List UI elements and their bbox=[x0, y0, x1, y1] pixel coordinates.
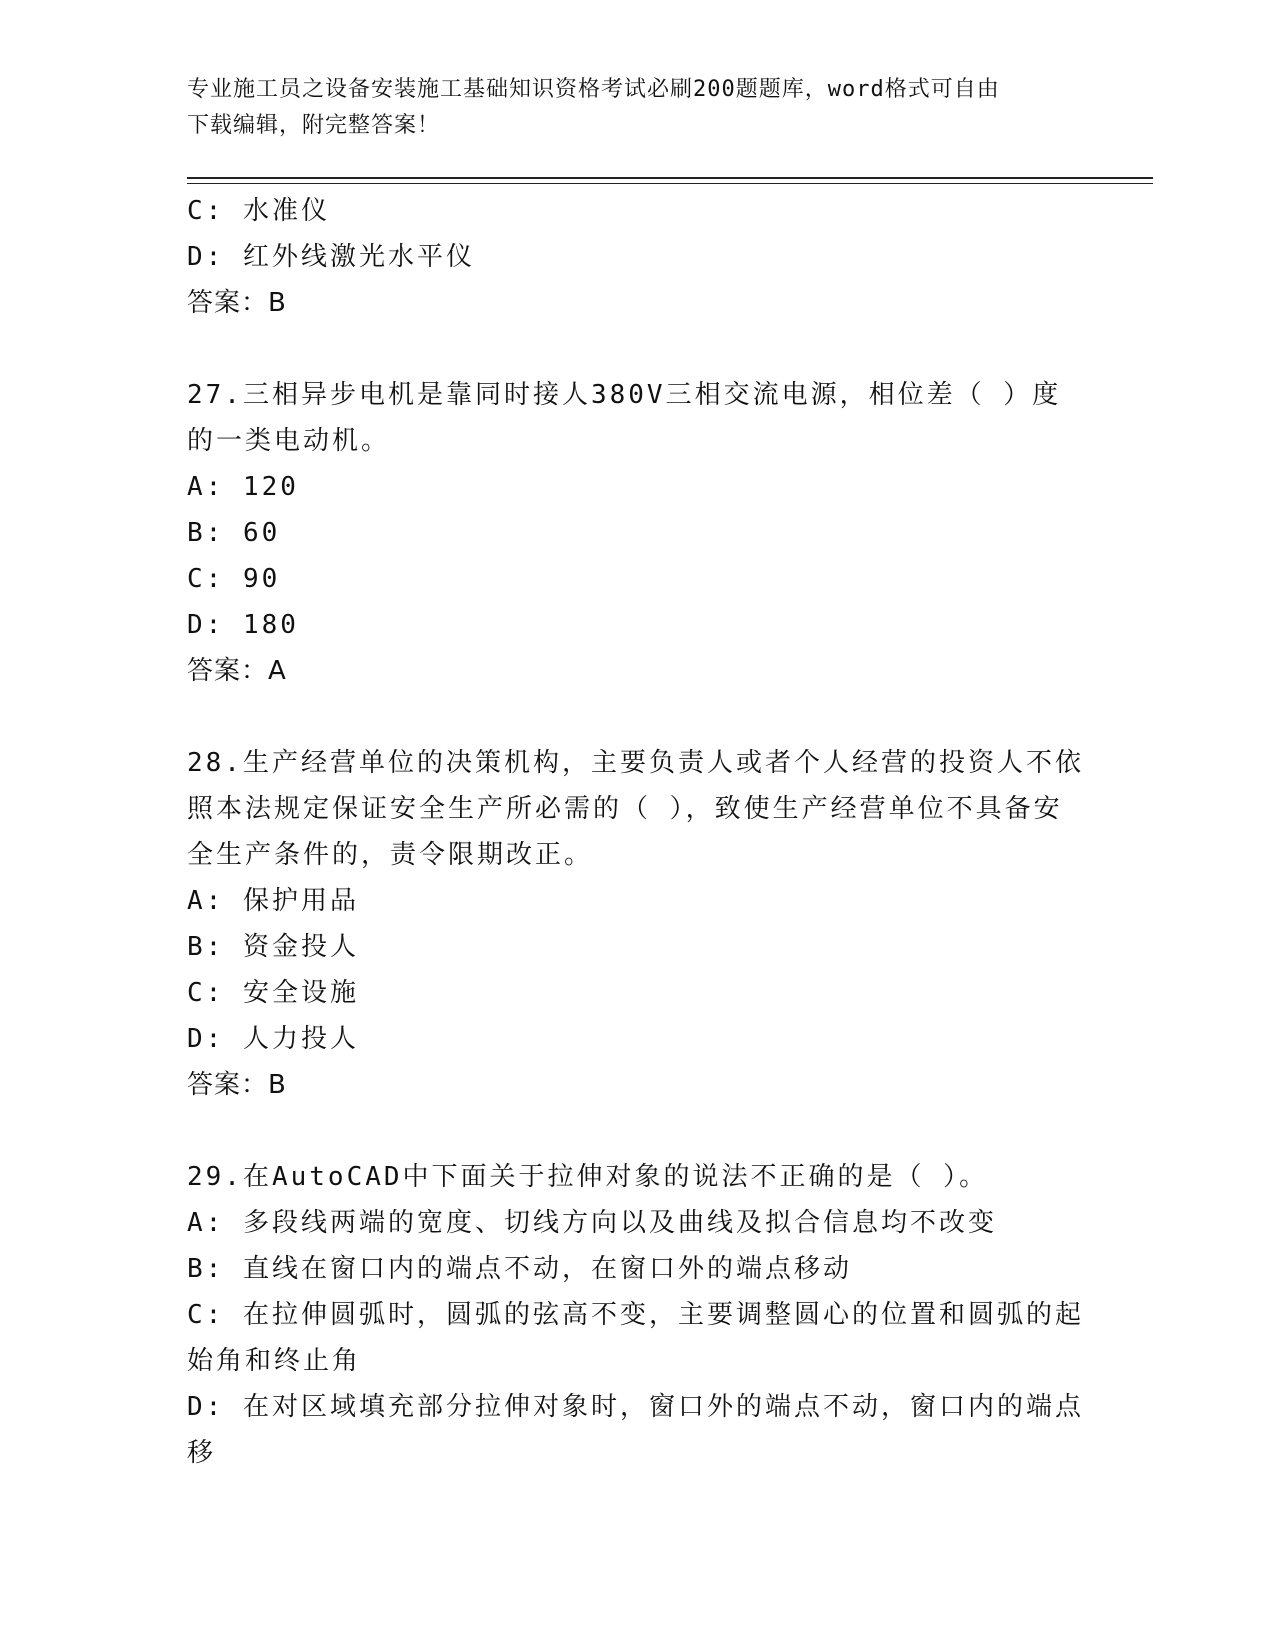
option-c: C: 90 bbox=[187, 564, 281, 594]
answer-line: 答案：B bbox=[187, 1070, 287, 1100]
option-c: C: 水准仪 bbox=[187, 196, 330, 226]
header-divider-thin bbox=[187, 183, 1153, 184]
option-d: D: 在对区域填充部分拉伸对象时，窗口外的端点不动，窗口内的端点移 bbox=[187, 1392, 1084, 1468]
spacer bbox=[187, 694, 1087, 740]
question-28 bbox=[187, 740, 1087, 1108]
answer-line: 答案：B bbox=[187, 288, 287, 318]
option-b: B: 60 bbox=[187, 518, 281, 548]
header-title-line-1: 专业施工员之设备安装施工基础知识资格考试必刷200题题库，word格式可自由 bbox=[187, 77, 1000, 102]
question-stem: 29.在AutoCAD中下面关于拉伸对象的说法不正确的是（ ）。 bbox=[187, 1162, 989, 1192]
question-stem: 27.三相异步电机是靠同时接人380V三相交流电源，相位差（ ）度的一类电动机。 bbox=[187, 380, 1062, 456]
spacer bbox=[187, 326, 1087, 372]
question-27 bbox=[187, 372, 1087, 694]
question-29 bbox=[187, 1154, 1087, 1476]
previous-question-tail bbox=[187, 188, 1087, 326]
option-d: D: 红外线激光水平仪 bbox=[187, 242, 475, 272]
option-b: B: 直线在窗口内的端点不动，在窗口外的端点移动 bbox=[187, 1254, 852, 1284]
question-stem: 28.生产经营单位的决策机构，主要负责人或者个人经营的投资人不依照本法规定保证安全生产所必需的（ ），致使生产经营单位不具备安全生产条件的，责令限期改正。 bbox=[187, 748, 1084, 870]
option-d: D: 人力投人 bbox=[187, 1024, 359, 1054]
header-title-line-2: 下载编辑，附完整答案！ bbox=[187, 113, 441, 138]
option-c: C: 安全设施 bbox=[187, 978, 359, 1008]
option-a: A: 保护用品 bbox=[187, 886, 359, 916]
spacer bbox=[187, 1108, 1087, 1154]
answer-line: 答案：A bbox=[187, 656, 287, 686]
document-header bbox=[187, 72, 1087, 144]
question-list bbox=[187, 188, 1087, 1476]
header-divider-thick bbox=[187, 177, 1153, 179]
option-d: D: 180 bbox=[187, 610, 299, 640]
option-c: C: 在拉伸圆弧时，圆弧的弦高不变，主要调整圆心的位置和圆弧的起始角和终止角 bbox=[187, 1300, 1084, 1376]
option-b: B: 资金投人 bbox=[187, 932, 359, 962]
option-a: A: 多段线两端的宽度、切线方向以及曲线及拟合信息均不改变 bbox=[187, 1208, 997, 1238]
option-a: A: 120 bbox=[187, 472, 299, 502]
